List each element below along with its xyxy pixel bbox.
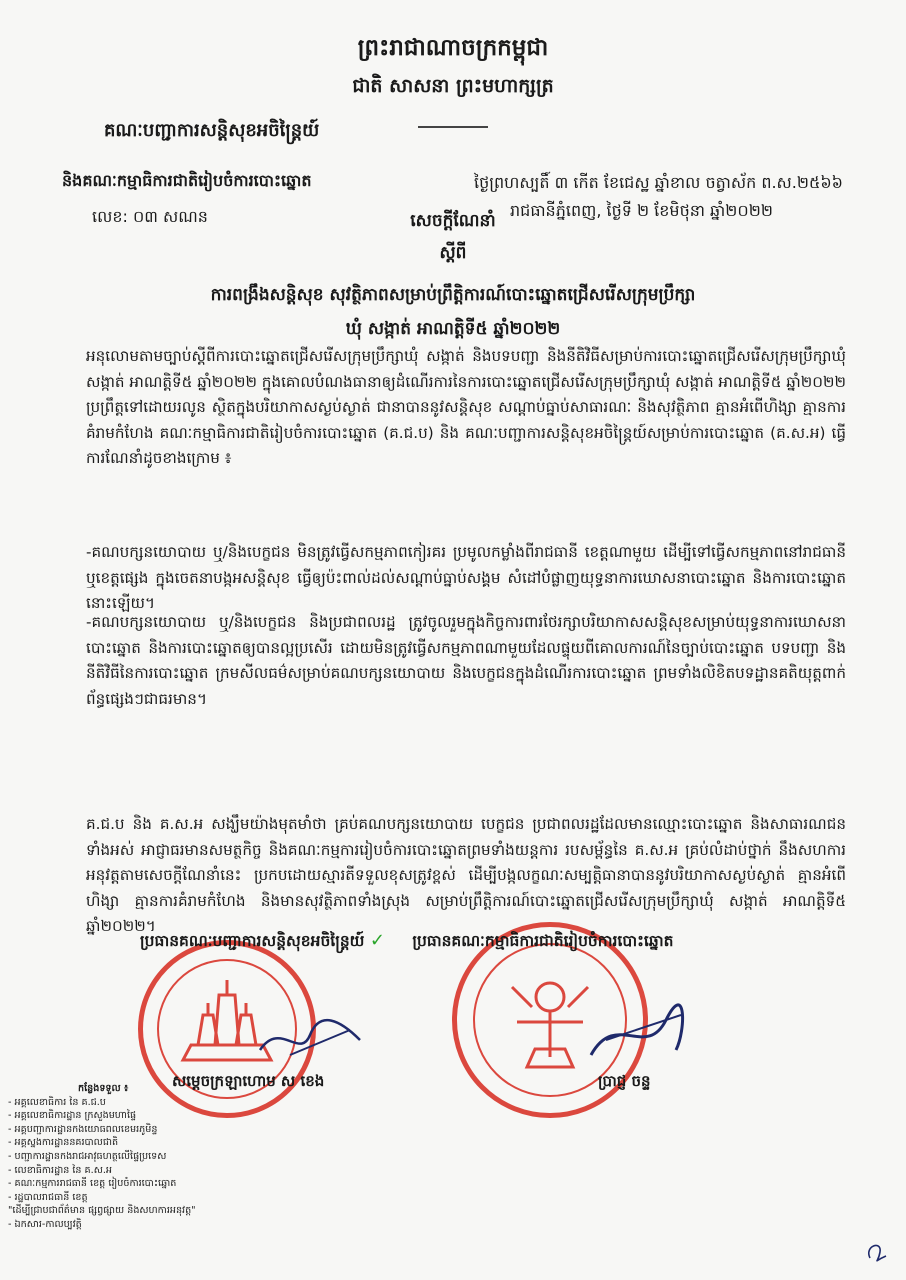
recipient-item: - រដ្ឋបាលរាជធានី ខេត្ត [8, 1191, 88, 1203]
document-type: សេចក្តីណែនាំ [410, 211, 496, 231]
recipients-title: កន្លែងទទួល ៖ [78, 1083, 129, 1094]
national-motto: ជាតិ សាសនា ព្រះមហាក្សត្រ [352, 75, 554, 97]
body-paragraph-2: -គណបក្សនយោបាយ ឬ/និងបេក្ខជន មិនត្រូវធ្វើសកម្មភាពកៀរគរ ប្រមូលកម្លាំងពីរាជធានី ខេត្តណាមួយ ដើម្បីទៅធ្វើសកម្មភាពនៅរាជធានី ឬខេត្តផ្សេង ក្នុងចេតនាបង្កអសន្តិសុខ ធ្វើឲ្យប៉ះពាល់ដល់សណ្តាប់ធ្នាប់សង្គម សំដៅបំផ្លាញយុទ្ធនាការឃោសនាបោះឆ្នោត និងការបោះឆ្នោតនោះឡើយ។ [86, 543, 846, 613]
recipient-item: "ដើម្បីជ្រាបជាព័ត៌មាន ផ្សព្វផ្សាយ និងសហការអនុវត្ត" [8, 1205, 196, 1217]
issuer-committee: គណៈបញ្ជាការសន្តិសុខអចិន្ត្រៃយ៍ [104, 120, 320, 141]
recipient-item: - ឯកសារ-កាលប្បវត្តិ [8, 1218, 82, 1230]
signature-left-icon [250, 1010, 370, 1070]
document-number: លេខ: ០៣ សណន [92, 207, 208, 226]
kingdom-heading: ព្រះរាជាណាចក្រកម្ពុជា [357, 35, 549, 61]
signatory-left-name: សម្តេចក្រឡាហោម ស ខេង [172, 1072, 325, 1090]
solar-date: រាជធានីភ្នំពេញ, ថ្ងៃទី ២ ខែមិថុនា ឆ្នាំ២០២២ [510, 201, 773, 220]
recipient-item: - អគ្គលេខាធិការ នៃ គ.ជ.ប [8, 1096, 106, 1108]
signature-title-right: ប្រធានគណៈកម្មាធិការជាតិរៀបចំការបោះឆ្នោត [412, 932, 674, 950]
subject-line-2: ឃុំ សង្កាត់ អាណត្តិទី៥ ឆ្នាំ២០២២ [345, 319, 561, 339]
recipients-list [8, 1082, 196, 1232]
body-paragraph-3: -គណបក្សនយោបាយ ឬ/និងបេក្ខជន និងប្រជាពលរដ្ឋ ត្រូវចូលរួមក្នុងកិច្ចការពារថែរក្សាបរិយាកាសសន្តិសុខសម្រាប់យុទ្ធនាការឃោសនាបោះឆ្នោត និងការបោះឆ្នោតឲ្យបានល្អប្រសើរ ដោយមិនត្រូវធ្វើសកម្មភាពណាមួយដែលផ្ទុយពីគោលការណ៍នៃច្បាប់បោះឆ្នោត បទបញ្ជា និងនីតិវិធីនៃការបោះឆ្នោត ក្រមសីលធម៌សម្រាប់គណបក្សនយោបាយ និងបេក្ខជនក្នុងដំណើរការបោះឆ្នោត ព្រមទាំងលិខិតបទដ្ឋានគតិយុត្តពាក់ព័ន្ធផ្សេងៗជាធរមាន។ [86, 613, 846, 708]
recipient-item: - អគ្គស្នងការដ្ឋាននគរបាលជាតិ [8, 1137, 119, 1149]
lunar-date: ថ្ងៃព្រហស្បតិ៍ ៣ កើត ខែជេស្ឋ ឆ្នាំខាល ចត្វាស័ក ព.ស.២៥៦៦ [474, 173, 843, 192]
body-paragraph-1: អនុលោមតាមច្បាប់ស្តីពីការបោះឆ្នោតជ្រើសរើសក្រុមប្រឹក្សាឃុំ សង្កាត់ និងបទបញ្ជា និងនីតិវិធីសម្រាប់ការបោះឆ្នោតជ្រើសរើសក្រុមប្រឹក្សាឃុំ សង្កាត់ អាណត្តិទី៥ ឆ្នាំ២០២២ ក្នុងគោលបំណងធានាឲ្យដំណើរការនៃការបោះឆ្នោតជ្រើសរើសក្រុមប្រឹក្សាឃុំ សង្កាត់ អាណត្តិទី៥ ឆ្នាំ២០២២ ប្រព្រឹត្តទៅដោយរលូន ស្ថិតក្នុងបរិយាកាសស្ងប់ស្ងាត់ ជានាបាននូវសន្តិសុខ សណ្តាប់ធ្នាប់សាធារណៈ និងសុវត្ថិភាព គ្មានអំពើហិង្សា គ្មានការគំរាមកំហែង គណៈកម្មាធិការជាតិរៀបចំការបោះឆ្នោត (គ.ជ.ប) និង គណៈបញ្ជាការសន្តិសុខអចិន្ត្រៃយ៍សម្រាប់ការបោះឆ្នោត (គ.ស.អ) ធ្វើការណែនាំដូចខាងក្រោម ៖ [86, 347, 846, 468]
recipient-item: - អគ្គបញ្ជាការដ្ឋានកងយោធពលខេមរភូមិន្ទ [8, 1123, 158, 1135]
subject-line-1: ការពង្រឹងសន្តិសុខ សុវត្ថិភាពសម្រាប់ព្រឹត្តិការណ៍បោះឆ្នោតជ្រើសរើសក្រុមប្រឹក្សា [210, 285, 696, 305]
recipient-item: - លេខាធិការដ្ឋាន នៃ គ.ស.អ [8, 1164, 112, 1176]
recipient-item: - គណៈកម្មការរាជធានី ខេត្ត រៀបចំការបោះឆ្នោត [8, 1178, 177, 1190]
signatory-right-name: ប្រាជ្ញ ចន្ទ [598, 1072, 651, 1090]
document-about: ស្តីពី [439, 243, 467, 263]
recipient-item: - បញ្ជាការដ្ឋានកងរាជអាវុធហត្ថលើផ្ទៃប្រទេស [8, 1150, 167, 1162]
initials-mark-icon [862, 1236, 892, 1266]
motto-divider [418, 126, 488, 128]
signature-titles [140, 930, 673, 954]
issuer-nec: និងគណៈកម្មាធិការជាតិរៀបចំការបោះឆ្នោត [62, 171, 312, 190]
body-paragraph-4: គ.ជ.ប និង គ.ស.អ សង្ឃឹមយ៉ាងមុតមាំថា គ្រប់គណបក្សនយោបាយ បេក្ខជន ប្រជាពលរដ្ឋដែលមានឈ្មោះបោះឆ្នោត និងសាធារណជនទាំងអស់ អាជ្ញាធរមានសមត្ថកិច្ច និងគណៈកម្មការរៀបចំការបោះឆ្នោតព្រមទាំងយន្តការ របសម្ព័ន្ធនៃ គ.ស.អ គ្រប់លំដាប់ថ្នាក់ នឹងសហការអនុវត្តតាមសេចក្តីណែនាំនេះ ប្រកបដោយស្មារតីទទួលខុសត្រូវខ្ពស់ ដើម្បីបង្កលក្ខណៈសម្បត្តិធានាបាននូវបរិយាកាសស្ងប់ស្ងាត់ គ្មានអំពើហិង្សា គ្មានការគំរាមកំហែង និងមានសុវត្ថិភាពទាំងស្រុង សម្រាប់ព្រឹត្តិការណ៍បោះឆ្នោតជ្រើសរើសក្រុមប្រឹក្សាឃុំ សង្កាត់ អាណត្តិទី៥ ឆ្នាំ២០២២។ [86, 815, 846, 936]
recipient-item: - អគ្គលេខាធិការដ្ឋាន ក្រសួងមហាផ្ទៃ [8, 1110, 137, 1122]
check-icon: ✓ [369, 930, 385, 951]
signature-right-icon [576, 1000, 696, 1070]
signature-title-left: ប្រធានគណៈបញ្ជាការសន្តិសុខអចិន្ត្រៃយ៍ [140, 932, 365, 950]
